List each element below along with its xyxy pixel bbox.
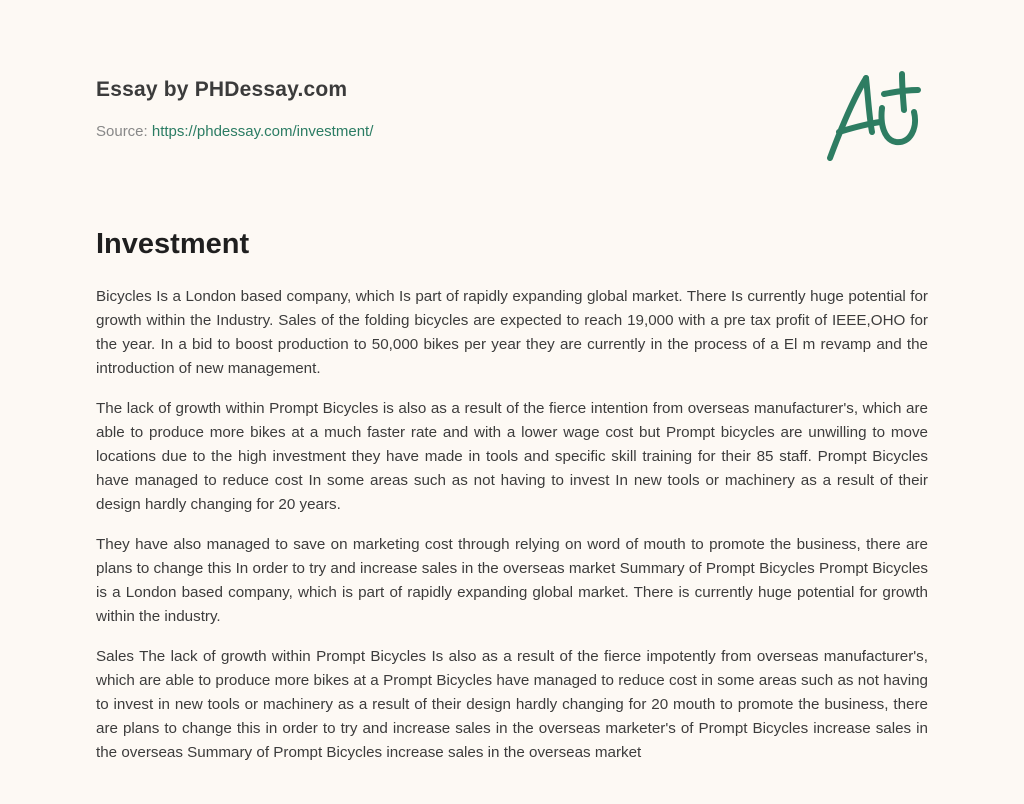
- source-line: [96, 122, 928, 142]
- essay-paragraph: Sales The lack of growth within Prompt Bicycles Is also as a result of the fierce impotently from overseas manufacturer's, which are able to produce more bikes at a Prompt Bicycles have managed to reduce cost in some areas such as not having to invest in new tools or machinery as a result of their design hardly changing for 20 mouth to promote the business, there are plans to change this in order to try and increase sales in the overseas marketer's of Prompt Bicycles increase sales in the overseas Summary of Prompt Bicycles increase sales in the overseas market: [96, 648, 928, 761]
- essay-body: [96, 285, 928, 781]
- essay-paragraph: Bicycles Is a London based company, which Is part of rapidly expanding global market. There Is currently huge potential for growth within the Industry. Sales of the folding bicycles are expected to reach 19,000 with a pre tax profit of IEEE,OHO for the year. In a bid to boost production to 50,000 bikes per year they are currently in the process of a El m revamp and the introduction of new management.: [96, 288, 928, 377]
- site-title: Essay by PHDessay.com: [96, 78, 348, 101]
- essay-title: Investment: [96, 228, 250, 260]
- source-link[interactable]: https://phdessay.com/investment/: [151, 123, 374, 140]
- page-header: [96, 76, 928, 142]
- a-plus-grade-icon: [822, 66, 932, 166]
- source-label: Source:: [96, 123, 148, 140]
- essay-paragraph: They have also managed to save on marketing cost through relying on word of mouth to promote the business, there are plans to change this In order to try and increase sales in the overseas market Summary of Prompt Bicycles Prompt Bicycles is a London based company, which is part of rapidly expanding global market. There is currently huge potential for growth within the industry.: [96, 536, 928, 625]
- essay-paragraph: The lack of growth within Prompt Bicycles is also as a result of the fierce intention from overseas manufacturer's, which are able to produce more bikes at a much faster rate and with a lower wage cost but Prompt bicycles are unwilling to move locations due to the high investment they have made in tools and specific skill training for their 85 staff. Prompt Bicycles have managed to reduce cost In some areas such as not having to invest In new tools or machinery as a result of their design hardly changing for 20 years.: [96, 400, 928, 513]
